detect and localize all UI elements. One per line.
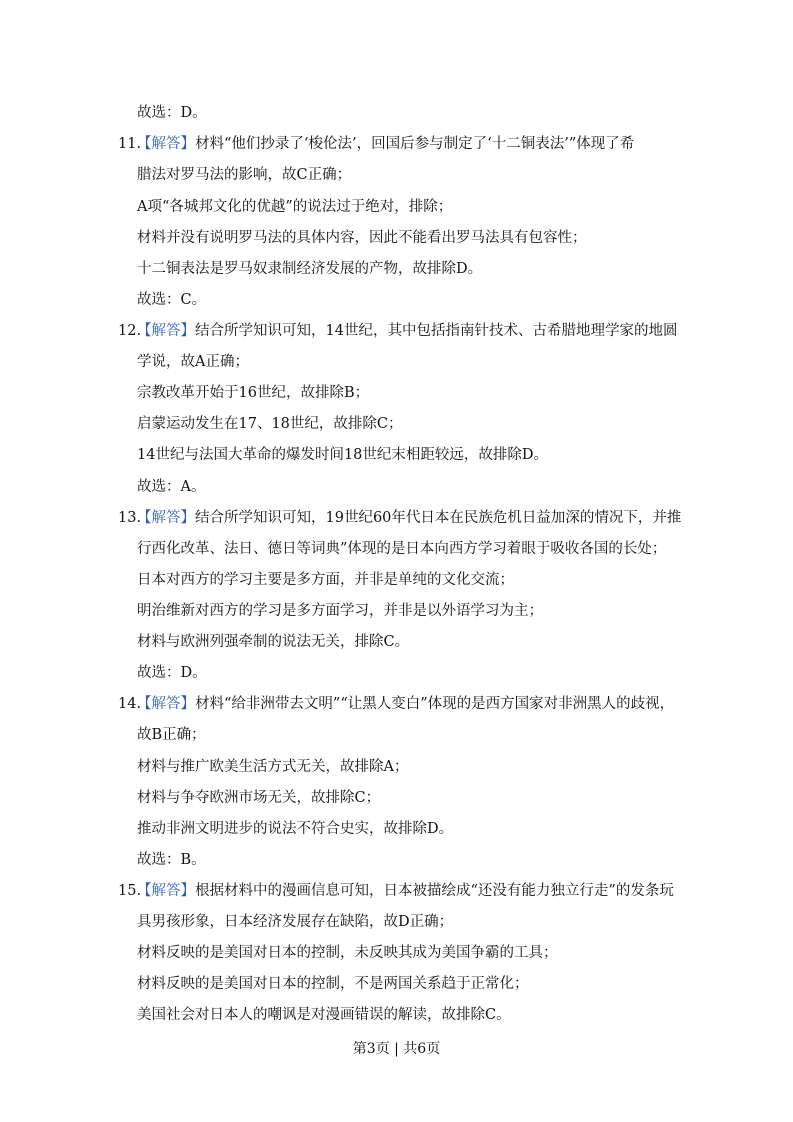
question-number: 15.: [118, 883, 142, 899]
answer-line: 材料并没有说明罗马法的具体内容，因此不能看出罗马法具有包容性；: [137, 230, 587, 246]
answer-tag: 【解答】: [137, 510, 195, 526]
answer-line: 宗教改革开始于16世纪，故排除B；: [137, 385, 370, 401]
answer-line: 日本对西方的学习主要是多方面，并非是单纯的文化交流；: [137, 572, 514, 588]
question-number: 14.: [118, 696, 142, 712]
answer-conclusion: 故选：B。: [137, 852, 206, 868]
answer-line: 学说，故A正确；: [137, 354, 249, 370]
answer-tag: 【解答】: [137, 136, 195, 152]
question-number: 13.: [118, 510, 142, 526]
answer-conclusion: 故选：A。: [137, 479, 206, 495]
answer-tag: 【解答】: [137, 323, 195, 339]
answer-line: 材料与推广欧美生活方式无关，故排除A；: [137, 759, 409, 775]
answer-line: 14世纪与法国大革命的爆发时间18世纪末相距较远，故排除D。: [137, 447, 549, 463]
answer-line: 明治维新对西方的学习是多方面学习，并非是以外语学习为主；: [137, 603, 543, 619]
answer-line: 行西化改革、法日、德日等词典”体现的是日本向西方学习着眼于吸收各国的长处；: [137, 541, 667, 557]
answer-line: 【解答】根据材料中的漫画信息可知，日本被描绘成“还没有能力独立行走”的发条玩: [137, 883, 674, 899]
answer-tag: 【解答】: [137, 696, 195, 712]
answer-line: 美国社会对日本人的嘲讽是对漫画错误的解读，故排除C。: [137, 1007, 511, 1023]
answer-line: 材料与欧洲列强牵制的说法无关，排除C。: [137, 634, 410, 650]
answer-line: 【解答】材料“给非洲带去文明”“让黑人变白”体现的是西方国家对非洲黑人的歧视，: [137, 696, 675, 712]
answer-line: A项“各城邦文化的优越”的说法过于绝对，排除；: [137, 199, 453, 215]
page-footer: 第3页 | 共6页: [352, 1041, 441, 1057]
answer-line: 十二铜表法是罗马奴隶制经济发展的产物，故排除D。: [137, 261, 483, 277]
answer-line: 故B正确；: [137, 727, 206, 743]
answer-line: 材料与争夺欧洲市场无关，故排除C；: [137, 790, 381, 806]
answer-line: 【解答】结合所学知识可知，14世纪，其中包括指南针技术、古希腊地理学家的地圆: [137, 323, 678, 339]
answer-line: 启蒙运动发生在17、18世纪，故排除C；: [137, 416, 403, 432]
question-number: 11.: [118, 136, 142, 152]
answer-conclusion: 故选：D。: [137, 665, 207, 681]
answer-line: 推动非洲文明进步的说法不符合史实，故排除D。: [137, 821, 454, 837]
answer-line: 【解答】材料“他们抄录了‘梭伦法’，回国后参与制定了‘十二铜表法’”体现了希: [137, 136, 635, 152]
answer-line: 材料反映的是美国对日本的控制，未反映其成为美国争霸的工具；: [137, 945, 558, 961]
answer-tag: 【解答】: [137, 883, 195, 899]
answer-conclusion: 故选：C。: [137, 292, 207, 308]
answer-line: 【解答】结合所学知识可知，19世纪60年代日本在民族危机日益加深的情况下，并推: [137, 510, 682, 526]
previous-answer-conclusion: 故选：D。: [137, 105, 207, 121]
answer-line: 材料反映的是美国对日本的控制，不是两国关系趋于正常化；: [137, 976, 529, 992]
question-number: 12.: [118, 323, 142, 339]
answer-line: 具男孩形象，日本经济发展存在缺陷，故D正确；: [137, 914, 454, 930]
answer-line: 腊法对罗马法的影响，故C正确；: [137, 167, 352, 183]
